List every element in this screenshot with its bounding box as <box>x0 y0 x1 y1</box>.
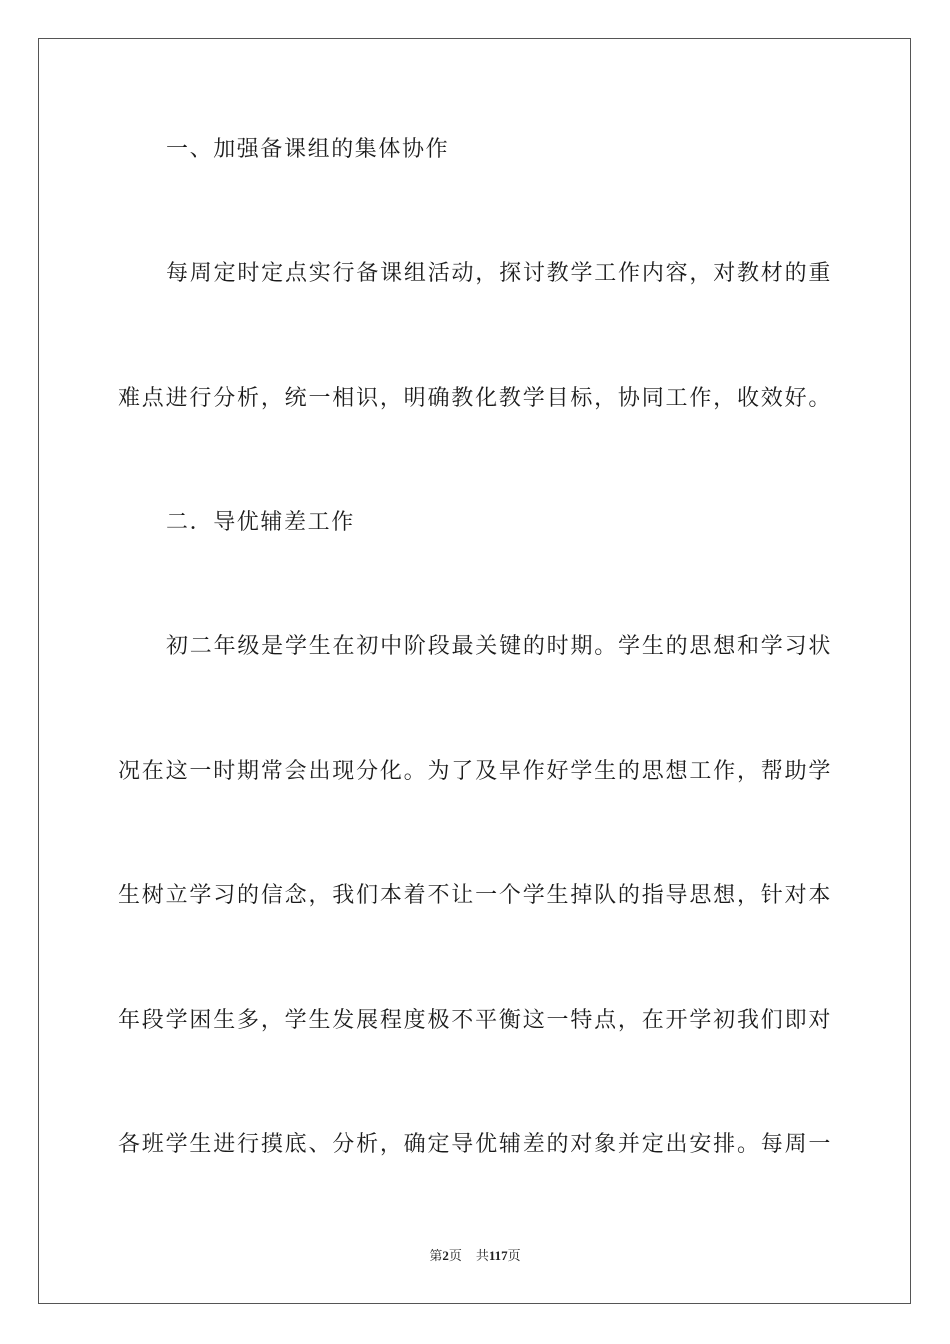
paragraph-line: 难点进行分析，统一相识，明确教化教学目标，协同工作，收效好。 <box>118 386 832 411</box>
page-suffix: 页 <box>448 1248 462 1263</box>
section-heading-1: 一、加强备课组的集体协作 <box>166 137 450 162</box>
page-number: 2 <box>442 1248 449 1263</box>
section-heading-2: 二．导优辅差工作 <box>166 510 355 535</box>
total-pages: 117 <box>488 1248 508 1263</box>
total-prefix: 共 <box>475 1248 489 1263</box>
paragraph-line: 生树立学习的信念，我们本着不让一个学生掉队的指导思想，针对本 <box>118 883 832 908</box>
page-border <box>38 38 911 1304</box>
paragraph-line: 每周定时定点实行备课组活动，探讨教学工作内容，对教材的重 <box>166 261 832 286</box>
paragraph-line: 各班学生进行摸底、分析，确定导优辅差的对象并定出安排。每周一 <box>118 1132 832 1157</box>
paragraph-line: 况在这一时期常会出现分化。为了及早作好学生的思想工作，帮助学 <box>118 759 832 784</box>
paragraph-line: 年段学困生多，学生发展程度极不平衡这一特点，在开学初我们即对 <box>118 1008 832 1033</box>
paragraph-line: 初二年级是学生在初中阶段最关键的时期。学生的思想和学习状 <box>166 634 832 659</box>
total-suffix: 页 <box>507 1248 521 1263</box>
page-footer <box>0 1247 950 1265</box>
page-prefix: 第 <box>429 1248 443 1263</box>
